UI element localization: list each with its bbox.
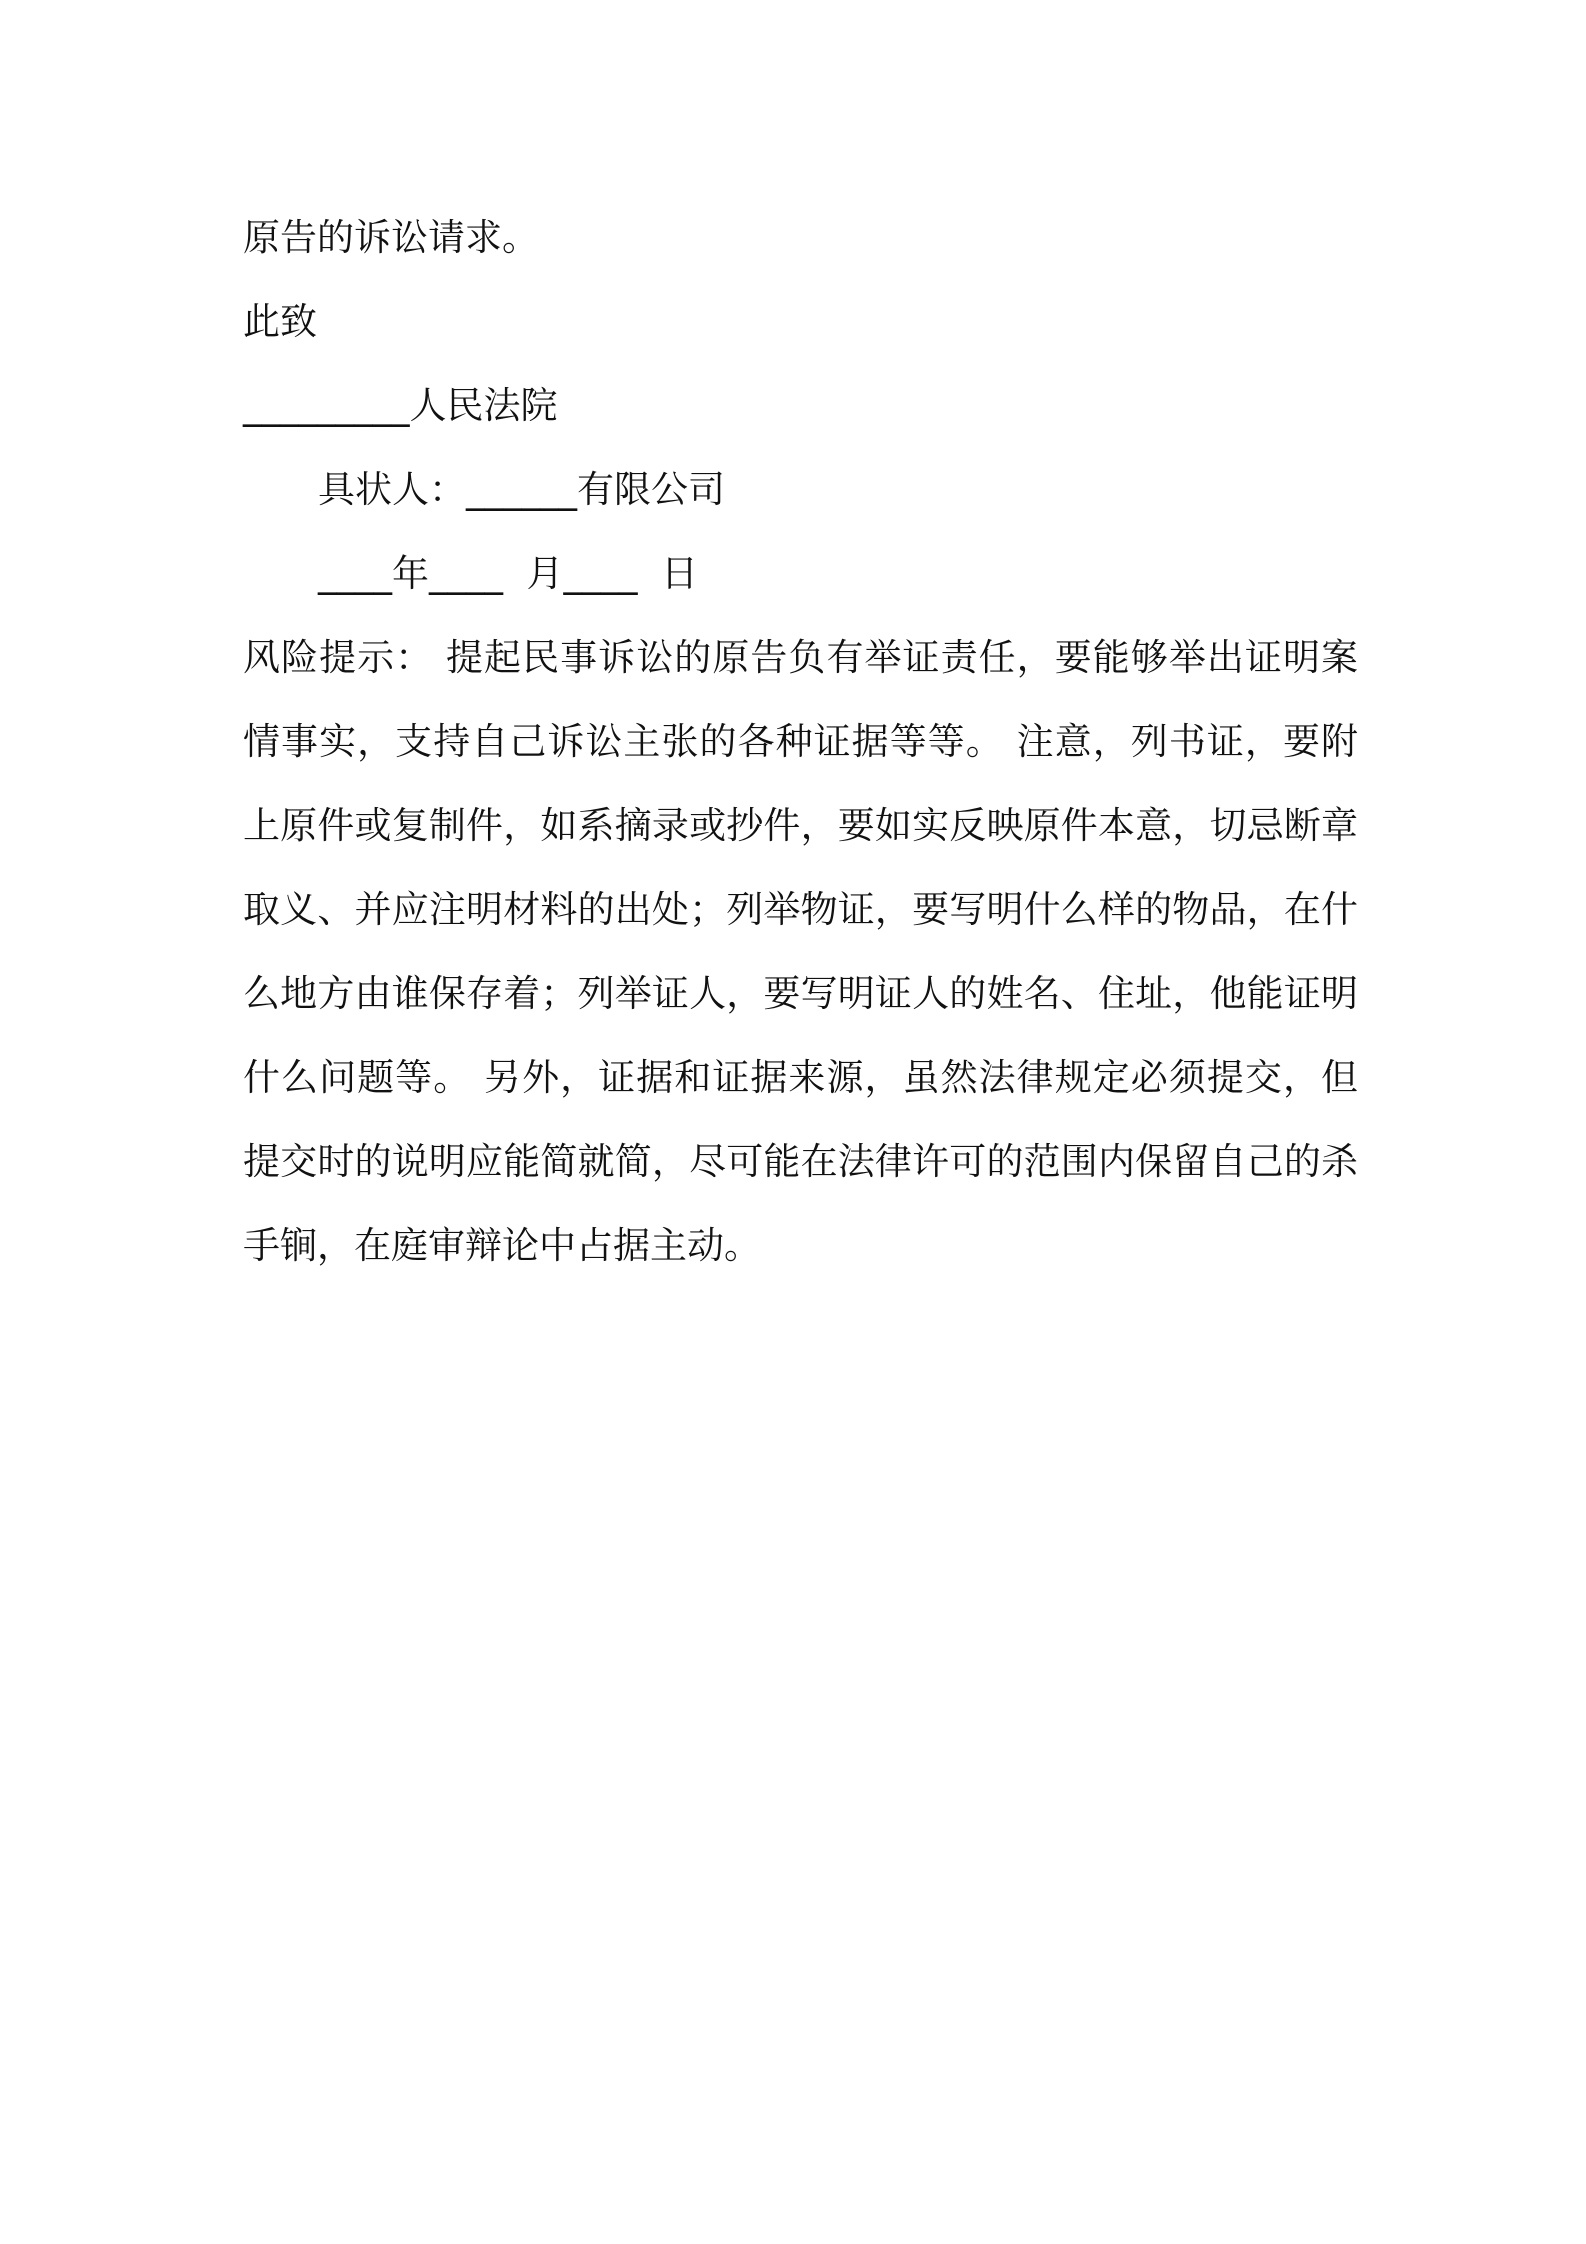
signatory-line: 具状人：______有限公司 [318, 468, 725, 511]
document-body [243, 196, 1363, 1288]
request-closing-line: 原告的诉讼请求。 [243, 216, 539, 259]
risk-notice-paragraph: 风险提示： 提起民事诉讼的原告负有举证责任，要能够举出证明案情事实，支持自己诉讼主张的各种证据等等。 注意，列书证，要附上原件或复制件，如系摘录或抄件，要如实反映原件本意，切忌断章取义、并应注明材料的出处；列举物证，要写明什么样的物品，在什么地方由谁保存着；列举证人，要写明证人的姓名、住址，他能证明什么问题等。 另外，证据和证据来源，虽然法律规定必须提交，但提交时的说明应能简就简，尽可能在法律许可的范围内保留自己的杀手锏，在庭审辩论中占据主动。 [243, 636, 1358, 1267]
court-addressee: _________人民法院 [243, 384, 558, 427]
date-line: ____年____ 月____ 日 [318, 552, 699, 595]
salutation: 此致 [243, 300, 317, 343]
